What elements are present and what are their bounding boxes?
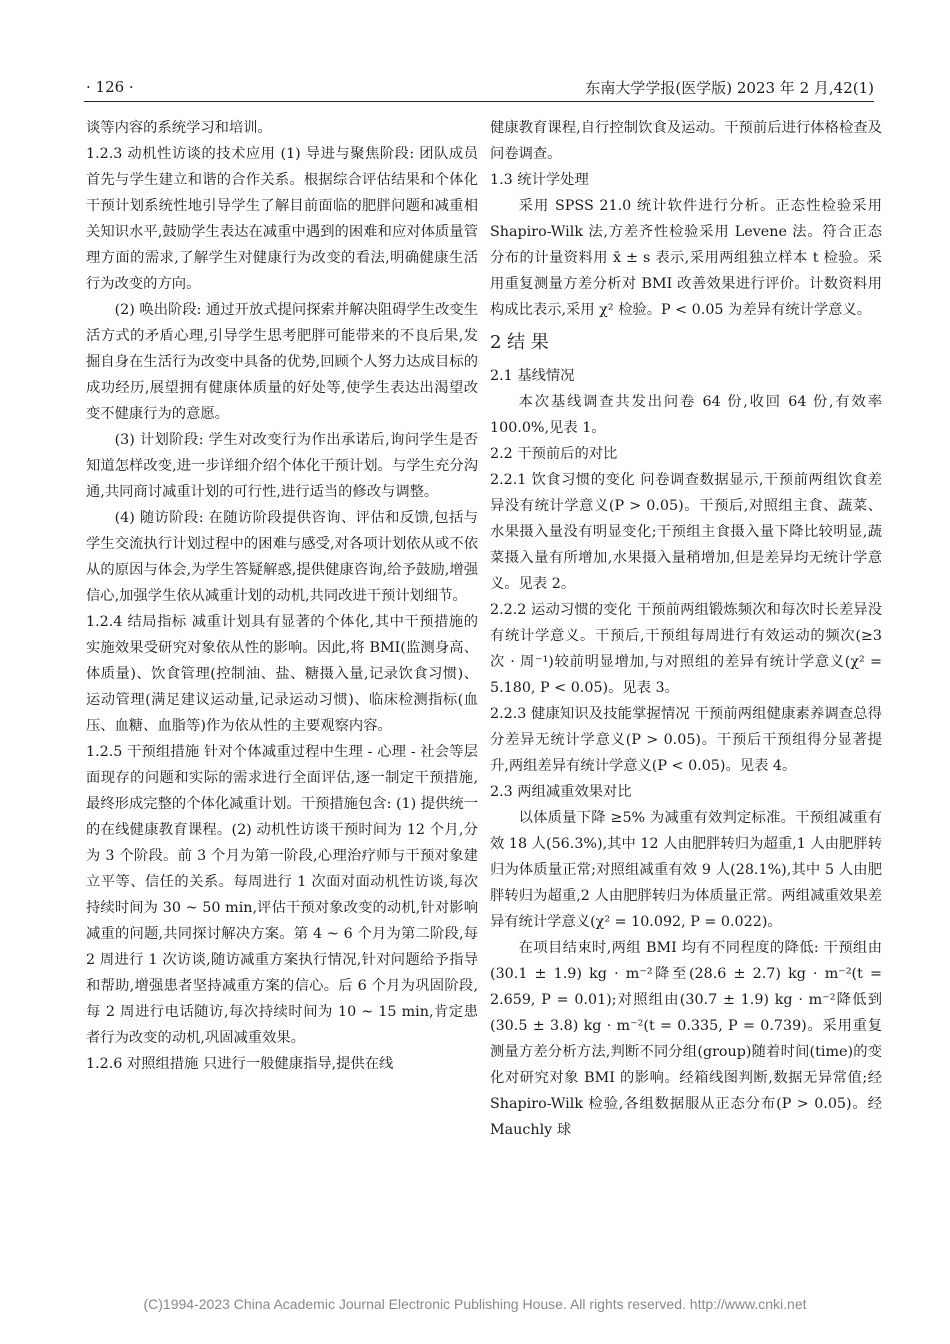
paragraph: 本次基线调查共发出问卷 64 份,收回 64 份,有效率 100.0%,见表 1。	[490, 394, 882, 436]
section-heading-results: 2 结 果	[490, 332, 549, 353]
paragraph: (3) 计划阶段: 学生对改变行为作出承诺后,询问学生是否知道怎样改变,进一步详细介绍个体化干预计划。与学生充分沟通,共同商讨减重计划的可行性,进行适当的修改与调整。	[86, 432, 478, 500]
subsection-1-2-5: 1.2.5 干预组措施 针对个体减重过程中生理 - 心理 - 社会等层面现存的问题和实际的需求进行全面评估,逐一制定干预措施,最终形成完整的个体化减重计划。干预措施包含: (1) 提供统一的在线健康教育课程。(2) 动机性访谈干预时间为 12 个月,分为 3 个阶段。前 3 个月为第一阶段,心理治疗师与干预对象建立平等、信任的关系。每周进行 1 次面对面动机性访谈,每次持续时间为 30 ~ 50 min,评估干预对象改变的动机,针对影响减重的问题,共同探讨解决方案。第 4 ~ 6 个月为第二阶段,每 2 周进行 1 次访谈,随访减重方案执行情况,针对问题给予指导和帮助,增强患者坚持减重方案的信心。后 6 个月为巩固阶段,每 2 周进行电话随访,每次持续时间为 10 ~ 15 min,肯定患者行为改变的动机,巩固减重效果。	[86, 744, 478, 1046]
subsection-1-2-6: 1.2.6 对照组措施 只进行一般健康指导,提供在线	[86, 1056, 394, 1072]
journal-info: 东南大学学报(医学版) 2023 年 2 月,42(1)	[585, 78, 874, 97]
right-column	[490, 115, 882, 1143]
subsection-1-2-4: 1.2.4 结局指标 减重计划具有显著的个体化,其中干预措施的实施效果受研究对象依从性的影响。因此,将 BMI(监测身高、体质量)、饮食管理(控制油、盐、糖摄入量,记录饮食习惯)、运动管理(满足建议运动量,记录运动习惯)、临床检测指标(血压、血糖、血脂等)作为依从性的主要观察内容。	[86, 614, 478, 734]
subsection-1-2-3: 1.2.3 动机性访谈的技术应用 (1) 导进与聚焦阶段: 团队成员首先与学生建立和谐的合作关系。根据综合评估结果和个体化干预计划系统性地引导学生了解目前面临的肥胖问题和减重相关知识水平,鼓励学生表达在减重中遇到的困难和应对体质量管理方面的需求,了解学生对健康行为改变的看法,明确健康生活行为改变的方向。	[86, 146, 478, 292]
subsection-2-3: 2.3 两组减重效果对比	[490, 784, 632, 800]
page-number: · 126 ·	[86, 78, 134, 96]
subsection-2-2-2: 2.2.2 运动习惯的变化 干预前两组锻炼频次和每次时长差异没有统计学意义。干预后,干预组每周进行有效运动的频次(≥3 次 · 周⁻¹)较前明显增加,与对照组的差异有统计学意义(χ² = 5.180, P < 0.05)。见表 3。	[490, 602, 882, 696]
subsection-2-1: 2.1 基线情况	[490, 368, 575, 384]
paragraph: 以体质量下降 ≥5% 为减重有效判定标准。干预组减重有效 18 人(56.3%),其中 12 人由肥胖转归为超重,1 人由肥胖转归为体质量正常;对照组减重有效 9 人(28.1%),其中 5 人由肥胖转归为超重,2 人由肥胖转归为体质量正常。两组减重效果差异有统计学意义(χ² = 10.092, P = 0.022)。	[490, 810, 882, 930]
paragraph: (2) 唤出阶段: 通过开放式提问探索并解决阻碍学生改变生活方式的矛盾心理,引导学生思考肥胖可能带来的不良后果,发掘自身在生活行为改变中具备的优势,回顾个人努力达成目标的成功经历,展望拥有健康体质量的好处等,使学生表达出渴望改变不健康行为的意愿。	[86, 302, 478, 422]
subsection-2-2-3: 2.2.3 健康知识及技能掌握情况 干预前两组健康素养调查总得分差异无统计学意义(P > 0.05)。干预后干预组得分显著提升,两组差异有统计学意义(P < 0.05)。见表 4。	[490, 706, 882, 774]
left-column	[86, 115, 478, 1077]
paragraph: 采用 SPSS 21.0 统计软件进行分析。正态性检验采用 Shapiro-Wilk 法,方差齐性检验采用 Levene 法。符合正态分布的计量资料用 x̄ ± s 表示,采用两组独立样本 t 检验。采用重复测量方差分析对 BMI 改善效果进行评价。计数资料用构成比表示,采用 χ² 检验。P < 0.05 为差异有统计学意义。	[490, 198, 882, 318]
paragraph: 健康教育课程,自行控制饮食及运动。干预前后进行体格检查及问卷调查。	[490, 120, 882, 162]
subsection-2-2: 2.2 干预前后的对比	[490, 446, 618, 462]
header-rule	[84, 101, 874, 102]
running-header	[86, 74, 874, 100]
subsection-2-2-1: 2.2.1 饮食习惯的变化 问卷调查数据显示,干预前两组饮食差异没有统计学意义(P > 0.05)。干预后,对照组主食、蔬菜、水果摄入量没有明显变化;干预组主食摄入量下降比较明显,蔬菜摄入量有所增加,水果摄入量稍增加,但是差异均无统计学意义。见表 2。	[490, 472, 882, 592]
subsection-1-3: 1.3 统计学处理	[490, 172, 589, 188]
copyright-footer: (C)1994-2023 China Academic Journal Electronic Publishing House. All rights reserved. http://www.cnki.net	[143, 1296, 807, 1312]
paragraph: 谈等内容的系统学习和培训。	[86, 120, 272, 136]
paragraph: 在项目结束时,两组 BMI 均有不同程度的降低: 干预组由(30.1 ± 1.9) kg · m⁻²降至(28.6 ± 2.7) kg · m⁻²(t = 2.659, P = 0.01);对照组由(30.7 ± 1.9) kg · m⁻²降低到(30.5 ± 3.8) kg · m⁻²(t = 0.335, P = 0.739)。采用重复测量方差分析方法,判断不同分组(group)随着时间(time)的变化对研究对象 BMI 的影响。经箱线图判断,数据无异常值;经 Shapiro-Wilk 检验,各组数据服从正态分布(P > 0.05)。经 Mauchly 球	[490, 940, 882, 1138]
paragraph: (4) 随访阶段: 在随访阶段提供咨询、评估和反馈,包括与学生交流执行计划过程中的困难与感受,对各项计划依从或不依从的原因与体会,为学生答疑解惑,提供健康咨询,给予鼓励,增强信心,加强学生依从减重计划的动机,共同改进干预计划细节。	[86, 510, 478, 604]
